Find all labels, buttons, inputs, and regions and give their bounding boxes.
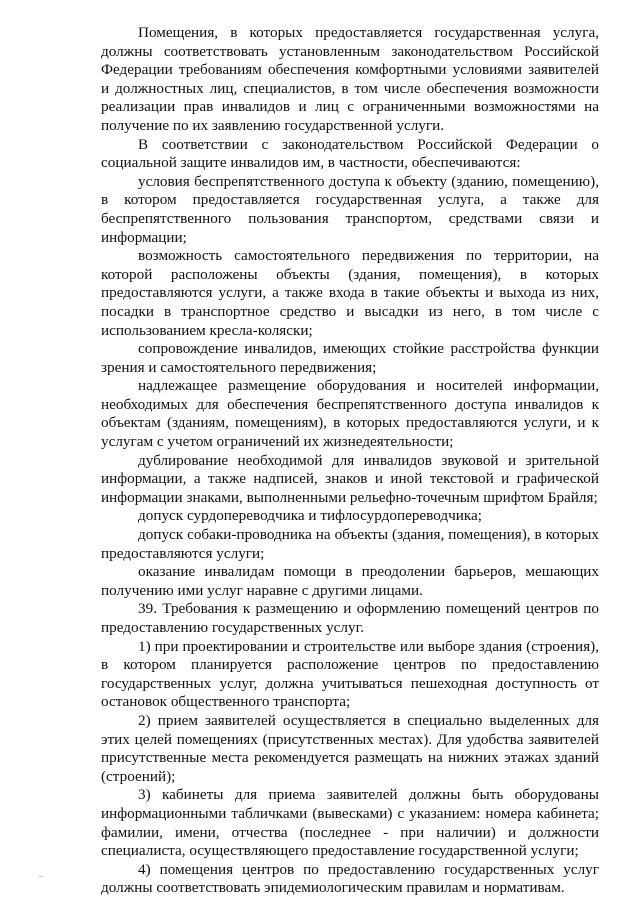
paragraph-guide-dog-admission: допуск собаки-проводника на объекты (здания, помещения), в которых предоставляются услуги; — [101, 526, 599, 562]
paragraph-premises-requirements: Помещения, в которых предоставляется государственная услуга, должны соответствовать установленным законодательством Российской Федерации требованиям обеспечения комфортными условиями заявителей и должностных лиц, специалистов, в том числе обеспечения возможности реализации прав инвалидов и лиц с ограниченными возможностями на получение по их заявлению государственной услуги. — [101, 24, 599, 134]
paragraph-item-4-epidemiology: 4) помещения центров по предоставлению государственных услуг должны соответствовать эпидемиологическим правилам и нормативам. — [101, 860, 599, 897]
paragraph-unobstructed-access: условия беспрепятственного доступа к объекту (зданию, помещению), в котором предоставляется государственная услуга, а также для беспрепятственного пользования транспортом, средствами связи и информации; — [101, 172, 599, 246]
paragraph-information-duplication: дублирование необходимой для инвалидов звуковой и зрительной информации, а также надписей, знаков и иной текстовой и графической информации знаками, выполненными рельефно-точечным шрифтом Брайля; — [101, 451, 599, 506]
paragraph-interpreter-admission: допуск сурдопереводчика и тифлосурдопереводчика; — [138, 507, 482, 525]
paragraph-item-1-building: 1) при проектировании и строительстве или выборе здания (строения), в котором планируется расположение центров по предоставлению государственных услуг, должна учитываться пешеходная доступность от остановок общественного транспорта; — [101, 637, 599, 711]
paragraph-legislation-intro: В соответствии с законодательством Российской Федерации о социальной защите инвалидов им, в частности, обеспечиваются: — [101, 135, 599, 172]
paragraph-barrier-assistance: оказание инвалидам помощи в преодолении барьеров, мешающих получению ими услуг наравне с другими лицами. — [101, 563, 599, 599]
scan-mark — [38, 876, 44, 877]
paragraph-section-39-heading: 39. Требования к размещению и оформлению помещений центров по предоставлению государственных услуг. — [101, 600, 599, 636]
document-page — [101, 24, 599, 898]
paragraph-accompaniment: сопровождение инвалидов, имеющих стойкие расстройства функции зрения и самостоятельного передвижения; — [101, 340, 599, 376]
paragraph-independent-movement: возможность самостоятельного передвижения по территории, на которой расположены объекты (здания, помещения), в которых предоставляются услуги, а также входа в такие объекты и выхода из них, посадки в транспортное средство и высадки из него, в том числе с использованием кресла-коляски; — [101, 247, 599, 339]
paragraph-item-2-reception: 2) прием заявителей осуществляется в специально выделенных для этих целей помещениях (присутственных местах). Для удобства заявителей присутственные места рекомендуется размещать на нижних этажах зданий (строений); — [101, 711, 599, 785]
paragraph-item-3-offices: 3) кабинеты для приема заявителей должны быть оборудованы информационными табличками (вывесками) с указанием: номера кабинета; фамилии, имени, отчества (последнее - при наличии) и должности специалиста, осуществляющего предоставление государственной услуги; — [101, 786, 599, 860]
paragraph-equipment-placement: надлежащее размещение оборудования и носителей информации, необходимых для обеспечения беспрепятственного доступа инвалидов к объектам (зданиям, помещениям), в которых предоставляются услуги, и к услугам с учетом ограничений их жизнедеятельности; — [101, 377, 599, 451]
